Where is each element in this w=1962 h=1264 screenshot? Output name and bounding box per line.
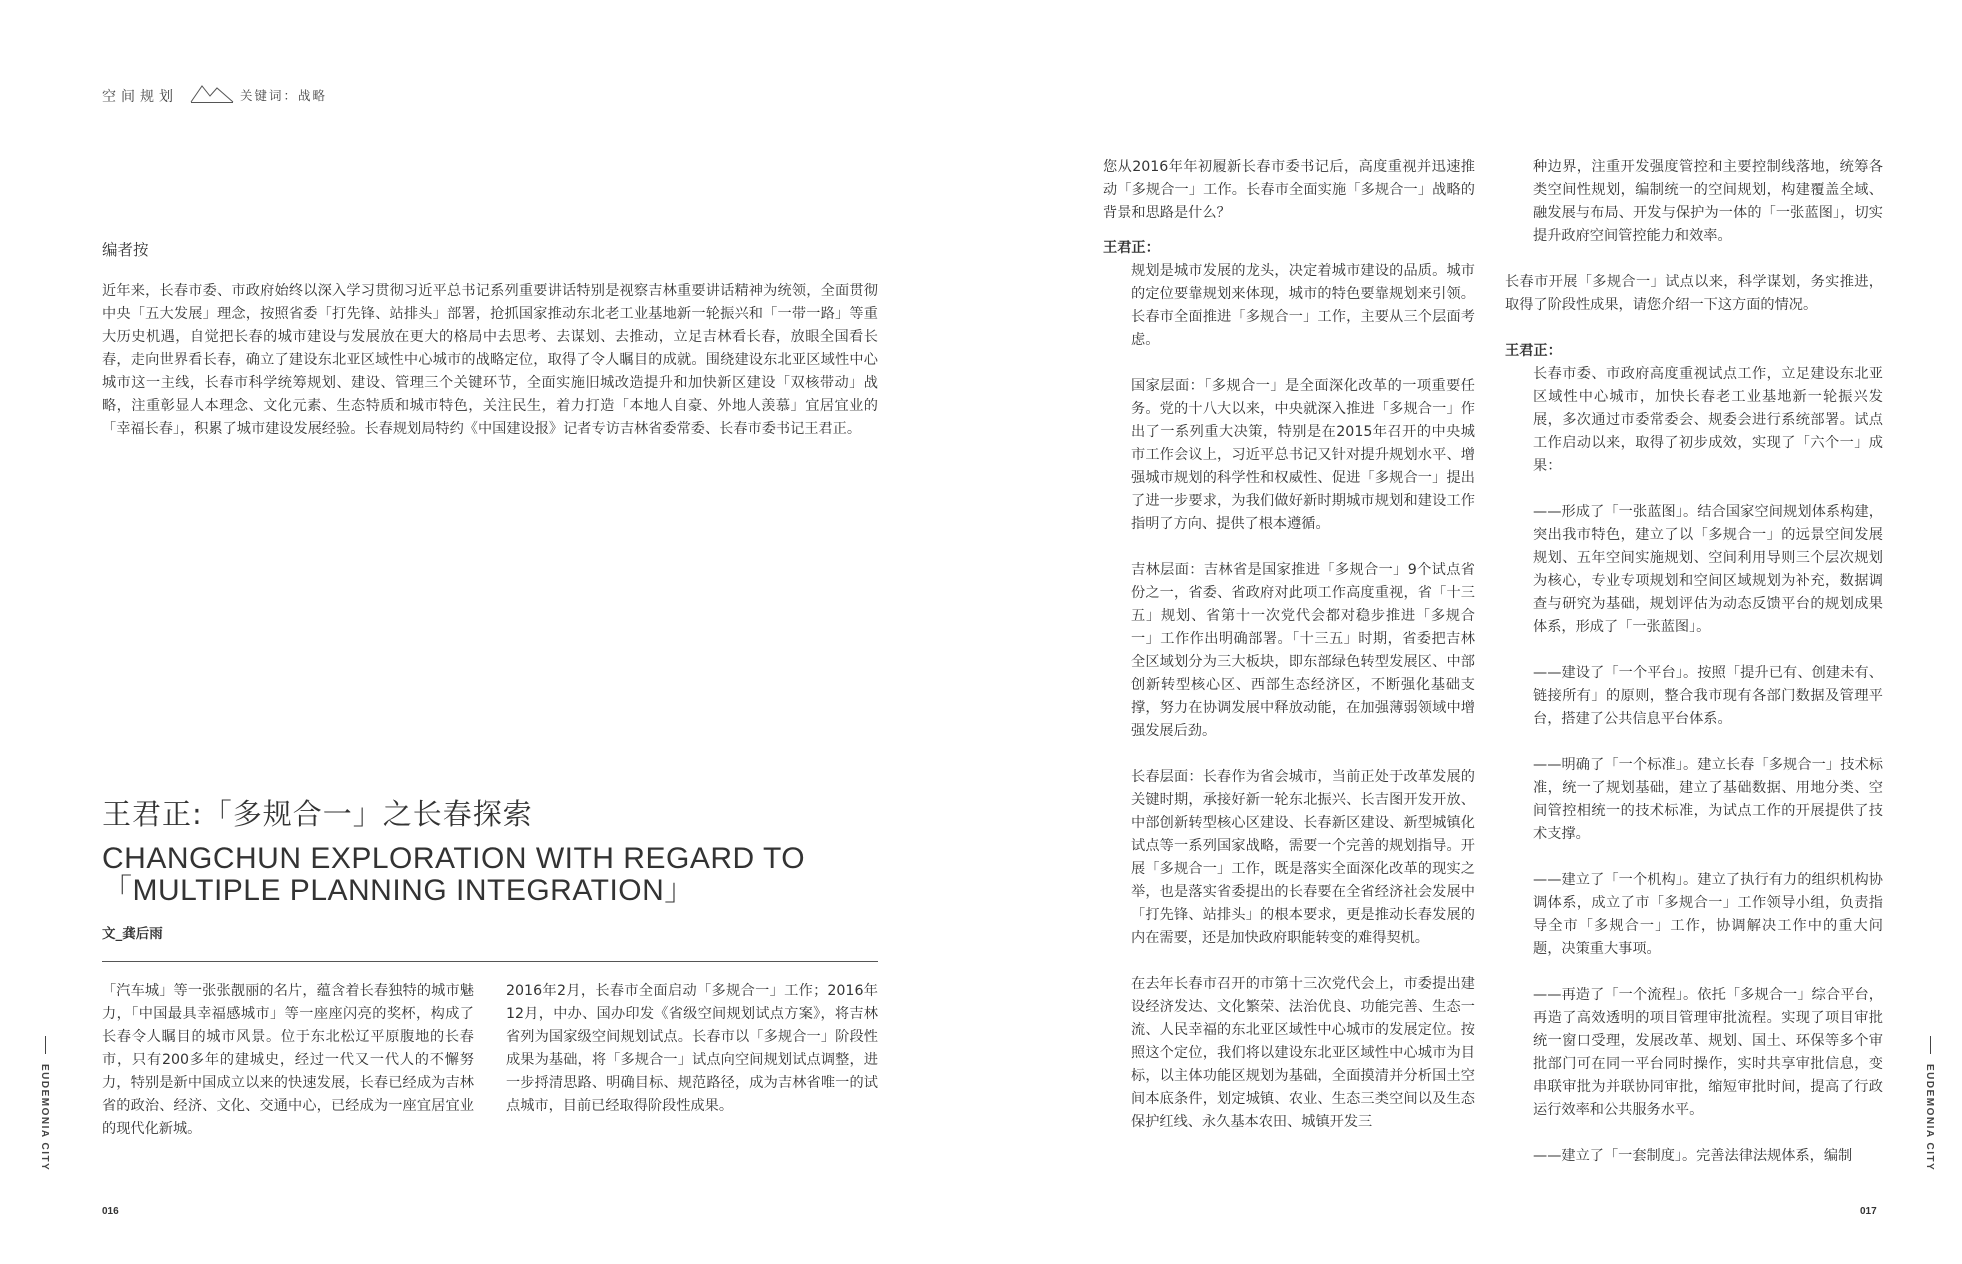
section-label: 空间规划	[102, 89, 178, 105]
article-title-en-line2: 「MULTIPLE PLANNING INTEGRATION」	[102, 874, 695, 907]
article-title-cn: 王君正:「多规合一」之长春探索	[102, 797, 533, 831]
answer-2-paragraph-3: ——建设了「一个平台」。按照「提升已有、创建未有、链接所有」的原则，整合我市现有各部门数据及管理平台，搭建了公共信息平台体系。	[1533, 665, 1883, 727]
answer-2-paragraph-5: ——建立了「一个机构」。建立了执行有力的组织机构协调体系，成立了市「多规合一」工作领导小组，负责指导全市「多规合一」工作，协调解决工作中的重大问题，决策重大事项。	[1533, 872, 1883, 957]
answer-2-paragraph-6: ——再造了「一个流程」。依托「多规合一」综合平台，再造了高效透明的项目管理审批流程。实现了项目审批统一窗口受理，发展改革、规划、国土、环保等多个审批部门可在同一平台同时操作，实时共享审批信息，变串联审批为并联协同审批，缩短审批时间，提高了行政运行效率和公共服务水平。	[1533, 987, 1883, 1118]
keyword-label: 关键词：战略	[240, 88, 328, 103]
divider-line	[102, 961, 878, 962]
mountain-icon	[190, 82, 234, 104]
page-number-right: 017	[1860, 1206, 1877, 1217]
answer-1-paragraph-5-continued: 种边界，注重开发强度管控和主要控制线落地，统筹各类空间性规划，编制统一的空间规划，构建覆盖全域、融发展与布局、开发与保护为一体的「一张蓝图」，切实提升政府空间管控能力和效率。	[1533, 159, 1883, 244]
body-column-4	[1505, 156, 1883, 1168]
body-column-3	[1103, 156, 1475, 1134]
question-2: 长春市开展「多规合一」试点以来，科学谋划，务实推进，取得了阶段性成果，请您介绍一下这方面的情况。	[1505, 274, 1883, 313]
answer-1-paragraph-5: 在去年长春市召开的市第十三次党代会上，市委提出建设经济发达、文化繁荣、法治优良、功能完善、生态一流、人民幸福的东北亚区域性中心城市的发展定位。按照这个定位，我们将以建设东北亚区域性中心城市为目标，以主体功能区规划为基础，全面摸清并分析国土空间本底条件，划定城镇、农业、生态三类空间以及生态保护红线、永久基本农田、城镇开发三	[1131, 976, 1475, 1130]
article-title-en-line1: CHANGCHUN EXPLORATION WITH REGARD TO	[102, 842, 806, 875]
answer-1-paragraph-2: 国家层面：「多规合一」是全面深化改革的一项重要任务。党的十八大以来，中央就深入推进「多规合一」作出了一系列重大决策，特别是在2015年召开的中央城市工作会议上，习近平总书记又针对提升规划水平、增强城市规划的科学性和权威性、促进「多规合一」提出了进一步要求，为我们做好新时期城市规划和建设工作指明了方向、提供了根本遵循。	[1131, 378, 1475, 532]
editor-note-text: 近年来，长春市委、市政府始终以深入学习贯彻习近平总书记系列重要讲话特别是视察吉林重要讲话精神为统领，全面贯彻中央「五大发展」理念，按照省委「打先锋、站排头」部署，抢抓国家推动东北老工业基地新一轮振兴和「一带一路」等重大历史机遇，自觉把长春的城市建设与发展放在更大的格局中去思考、去谋划、去推动，立足吉林看长春，放眼全国看长春，走向世界看长春，确立了建设东北亚区域性中心城市的战略定位，取得了令人瞩目的成就。围绕建设东北亚区域性中心城市这一主线，长春市科学统筹规划、建设、管理三个关键环节，全面实施旧城改造提升和加快新区建设「双核带动」战略，注重彰显人本理念、文化元素、生态特质和城市特色，关注民生，着力打造「本地人自豪、外地人羡慕」宜居宜业的「幸福长春」，积累了城市建设发展经验。长春规划局特约《中国建设报》记者专访吉林省委常委、长春市委书记王君正。	[102, 283, 878, 437]
answer-2-paragraph-7: ——建立了「一套制度」。完善法律法规体系，编制	[1533, 1148, 1853, 1164]
side-tick-left	[45, 1036, 46, 1054]
side-title-left: EUDEMONIA CITY	[39, 1064, 50, 1172]
speaker-label: 王君正：	[1103, 240, 1160, 256]
editor-note-label: 编者按	[102, 241, 149, 259]
answer-2-paragraph-2: ——形成了「一张蓝图」。结合国家空间规划体系构建，突出我市特色，建立了以「多规合一」的远景空间发展规划、五年空间实施规划、空间利用导则三个层次规划为核心，专业专项规划和空间区域规划为补充，数据调查与研究为基础，规划评估为动态反馈平台的规划成果体系，形成了「一张蓝图」。	[1533, 504, 1883, 635]
answer-1-paragraph-3: 吉林层面：吉林省是国家推进「多规合一」9个试点省份之一，省委、省政府对此项工作高度重视，省「十三五」规划、省第十一次党代会都对稳步推进「多规合一」工作作出明确部署。「十三五」时期，省委把吉林全区域划分为三大板块，即东部绿色转型发展区、中部创新转型核心区、西部生态经济区，不断强化基础支撑，努力在协调发展中释放动能，在加强薄弱领域中增强发展后劲。	[1131, 562, 1475, 739]
article-title-en	[102, 843, 805, 907]
answer-1-paragraph-4: 长春层面：长春作为省会城市，当前正处于改革发展的关键时期，承接好新一轮东北振兴、长吉图开发开放、中部创新转型核心区建设、长春新区建设、新型城镇化试点等一系列国家战略，需要一个完善的规划指导。开展「多规合一」工作，既是落实全面深化改革的现实之举，也是落实省委提出的长春要在全省经济社会发展中「打先锋、站排头」的根本要求，更是推动长春发展的内在需要，还是加快政府职能转变的难得契机。	[1131, 769, 1475, 946]
answer-2-paragraph-1: 长春市委、市政府高度重视试点工作，立足建设东北亚区域性中心城市，加快长春老工业基地新一轮振兴发展，多次通过市委常委会、规委会进行系统部署。试点工作启动以来，取得了初步成效，实现了「六个一」成果：	[1533, 366, 1883, 474]
side-tick-right	[1930, 1036, 1931, 1054]
answer-2-paragraph-4: ——明确了「一个标准」。建立长春「多规合一」技术标准，统一了规划基础，建立了基础数据、用地分类、空间管控相统一的技术标准，为试点工作的开展提供了技术支撑。	[1533, 757, 1883, 842]
answer-1-paragraph-1: 规划是城市发展的龙头，决定着城市建设的品质。城市的定位要靠规划来体现，城市的特色要靠规划来引领。长春市全面推进「多规合一」工作，主要从三个层面考虑。	[1131, 263, 1475, 348]
page-number-left: 016	[102, 1206, 119, 1217]
body-column-2: 2016年2月，长春市全面启动「多规合一」工作；2016年12月，中办、国办印发《省级空间规划试点方案》，将吉林省列为国家级空间规划试点。长春市以「多规合一」阶段性成果为基础，将「多规合一」试点向空间规划试点调整，进一步捋清思路、明确目标、规范路径，成为吉林省唯一的试点城市，目前已经取得阶段性成果。	[506, 983, 878, 1114]
side-title-right: EUDEMONIA CITY	[1924, 1064, 1935, 1172]
body-column-1: 「汽车城」等一张张靓丽的名片，蕴含着长春独特的城市魅力，「中国最具幸福感城市」等一座座闪亮的奖杯，构成了长春令人瞩目的城市风景。位于东北松辽平原腹地的长春市，只有200多年的建城史，经过一代又一代人的不懈努力，特别是新中国成立以来的快速发展，长春已经成为吉林省的政治、经济、文化、交通中心，已经成为一座宜居宜业的现代化新城。	[102, 983, 474, 1137]
speaker-label-2: 王君正：	[1505, 343, 1562, 359]
question-1: 您从2016年年初履新长春市委书记后，高度重视并迅速推动「多规合一」工作。长春市全面实施「多规合一」战略的背景和思路是什么？	[1103, 159, 1475, 221]
author-byline: 文_龚后雨	[102, 926, 163, 942]
